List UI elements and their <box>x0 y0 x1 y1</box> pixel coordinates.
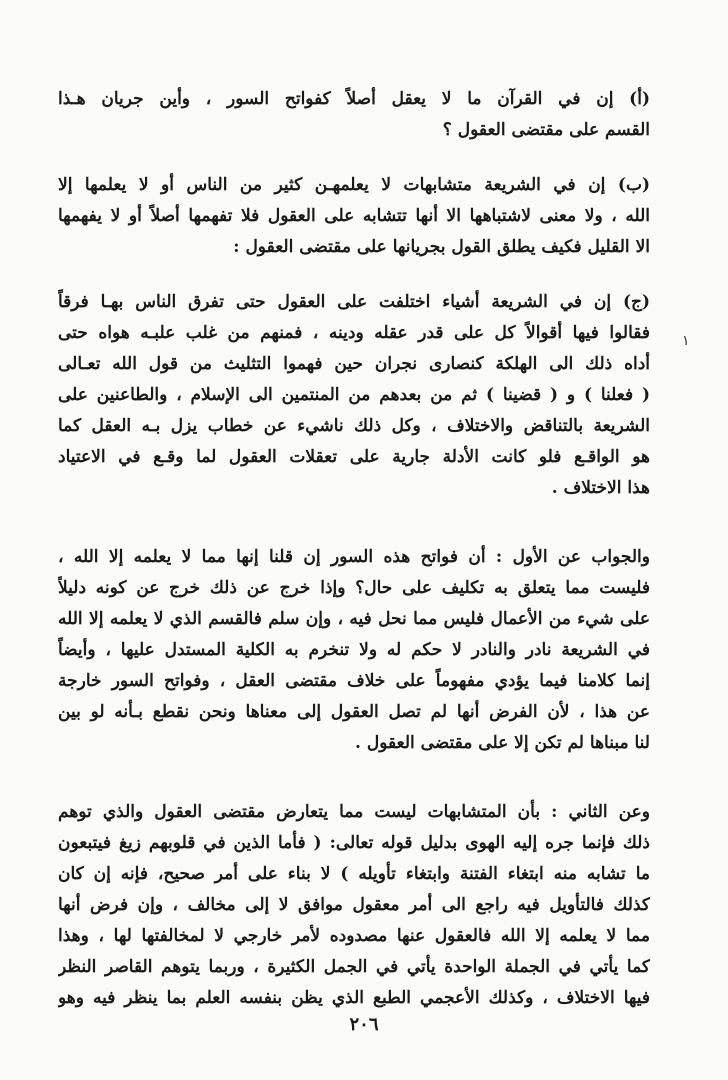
text-line: وعن الثاني : بأن المتشابهات ليست مما يتعارض مقتضى العقول والذي توهم <box>58 802 650 822</box>
text-line: كذلك فالتأويل فيه راجع الى أمر معقول موافق لا إلى مخالف ، وإن فرض أنها <box>58 895 650 915</box>
paragraph-answer-first <box>58 542 650 759</box>
text-line: فليست مما يتعلق به تكليف على حال؟ وإذا خرج عن ذلك خرج عن كونه دليلاً <box>58 578 650 598</box>
paragraph-answer-second <box>58 797 650 1014</box>
page-number: ٢٠٦ <box>349 1014 379 1035</box>
text-line: مما لا يعلمه إلا الله فالعقول عنها مصدوده لأمر خارجي لا لمخالفتها لها ، وهذا <box>58 926 650 946</box>
text-line: هذا الاختلاف . <box>551 478 650 498</box>
text-line: الله ، ولا معنى لاشتباهها الا أنها تتشابه على العقول فلا تفهمها أصلاً أو لا يفهمها <box>58 206 650 226</box>
text-line: (ب) إن في الشريعة متشابهات لا يعلمهـن كثير من الناس أو لا يعلمها إلا <box>58 175 650 195</box>
margin-mark: ١ <box>682 333 690 349</box>
paragraph-a <box>58 84 650 146</box>
text-line: الشريعة بالتناقض والاختلاف ، وكل ذلك ناشيء عن خطاب يزل بـه العقل كما <box>58 416 650 436</box>
page-body <box>58 84 650 1038</box>
text-line: الا القليل فكيف يطلق القول بجريانها على مقتضى العقول : <box>233 237 650 257</box>
text-line: لنا مبناها لم تكن إلا على مقتضى العقول . <box>355 733 650 753</box>
text-line: إنما كلامنا فيما يؤدي مفهوماً على خلاف مقتضى العقل ، وفواتح السور خارجة <box>58 671 650 691</box>
text-line: عن هذا ، لأن الفرض أنها لم تصل العقول إلى معناها ونحن نقطع بـأنه لو بين <box>58 702 650 722</box>
text-line: ما تشابه منه ابتغاء الفتنة وابتغاء تأويله ) لا بناء على أمر صحيح، فإنه إن كان <box>58 864 650 884</box>
text-line: كما يأتي في الجملة الواحدة يأتي في الجمل الكثيرة ، وربما يتوهم القاصر النظر <box>58 957 650 977</box>
text-line: (ج) إن في الشريعة أشياء اختلفت على العقول حتى تفرق الناس بهـا فرقاً <box>58 292 650 312</box>
text-line: أداه ذلك الى الهلكة كنصارى نجران حين فهموا التثليث من قول الله تعـالى <box>58 354 650 374</box>
text-line: هو الواقـع فلو كانت الأدلة جارية على تعقلات العقول لما وقـع في الاعتياد <box>58 447 650 467</box>
text-line: ذلك فإنما جره إليه الهوى بدليل قوله تعالى: ( فأما الذين في قلوبهم زيغ فيتبعون <box>58 833 650 853</box>
paragraph-b <box>58 170 650 263</box>
text-line: فيها الاختلاف ، وكذلك الأعجمي الطبع الذي يظن بنفسه العلم بما ينظر فيه وهو <box>58 988 650 1008</box>
text-line: (أ) إن في القرآن ما لا يعقل أصلاً كفواتح السور ، وأين جريان هـذا <box>58 89 650 109</box>
text-line: القسم على مقتضى العقول ؟ <box>442 120 650 140</box>
text-line: على شيء من الأعمال فليس مما نحل فيه ، وإن سلم فالقسم الذي لا يعلمه إلا الله <box>58 609 650 629</box>
text-line: في الشريعة نادر والنادر لا حكم له ولا تنخرم به الكلية المستدل عليها ، وأيضاً <box>58 640 650 660</box>
text-line: ( فعلنا ) و ( قضينا ) ثم من بعدهم من المنتمين الى الإسلام ، والطاعنين على <box>58 385 650 405</box>
paragraph-c <box>58 287 650 504</box>
text-line: فقالوا فيها أقوالاً كل على قدر عقله ودينه ، فمنهم من غلب علبـه هواه حتى <box>58 323 650 343</box>
text-line: والجواب عن الأول : أن فواتح هذه السور إن قلنا إنها مما لا يعلمه إلا الله ، <box>58 547 650 567</box>
